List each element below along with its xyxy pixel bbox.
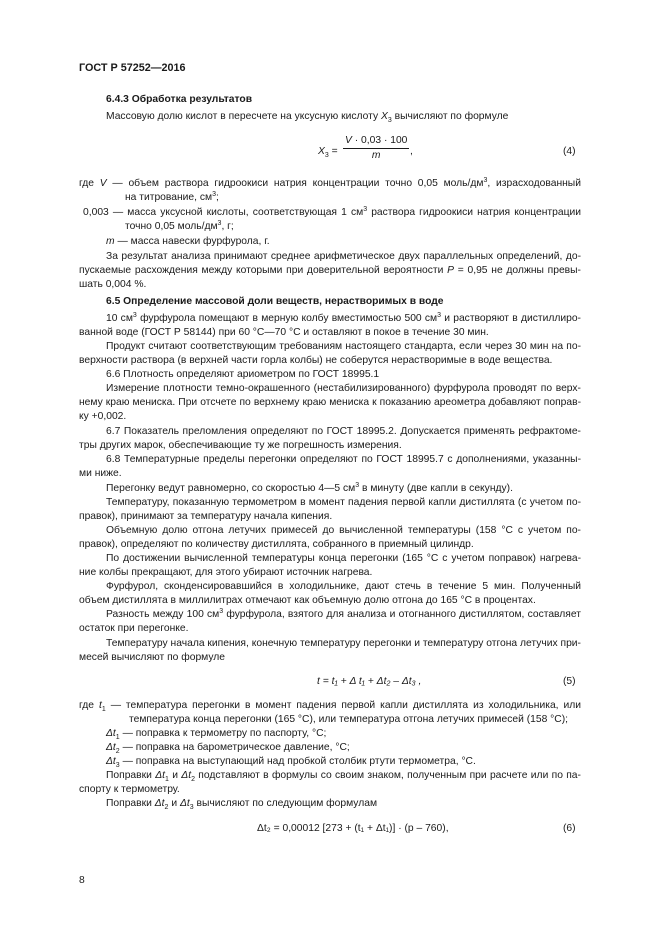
heat-stop-line1: По достижении вычисленной температуры конца перегонки (165 °С с учетом поправок) нагрева- (106, 553, 581, 564)
section-643-intro: Массовую долю кислот в пересчете на уксусную кислоту $X_3$ вычисляют по формуле (106, 111, 509, 124)
sec65-p1-line1: 10 $см^3$ фурфурола помещают в мерную колбу вместимостью 500 $см^3$ и растворяют в дистиллиро- (106, 312, 581, 324)
doc-code: ГОСТ Р 57252—2016 (79, 62, 186, 74)
temp-start-line2: правок), принимают за температуру начала кипения. (79, 511, 333, 522)
distill-speed: Перегонку ведут равномерно, со скоростью 4—5 $см^3$ в минуту (две капли в секунду). (106, 482, 513, 494)
where-003-line1: 0,003 — масса уксусной кислоты, соответствующая 1 $см^3$ раствора гидроокиси натрия концентрации (83, 206, 581, 218)
formula-5-number: (5) (563, 676, 576, 687)
heat-stop-line2: ние колбы прекращают, для этого убирают источник нагрева. (79, 567, 373, 578)
where-dt3: $\Delta t_3$ — поправка на выступающий над пробкой столбик ртути термометра, °С. (106, 756, 476, 769)
where-t1-line2: температура конца перегонки (165 °С), или температура отгона летучих примесей (158 °С); (129, 714, 569, 725)
sec65-p2-line1: Продукт считают соответствующим требованиям настоящего стандарта, если через 30 мин на по- (106, 341, 581, 352)
where-v-line2: на титрование, $см^3$; (125, 191, 219, 203)
corrections-formulas-intro: Поправки $\Delta t_2$ и $\Delta t_3$ вычисляют по следующим формулам (106, 798, 378, 811)
page-number: 8 (79, 875, 85, 886)
formula-4-tail: , (410, 146, 413, 157)
formula-4-number: (4) (563, 146, 576, 157)
formula-5: t = t₁ + Δ t₁ + Δt₂ – Δt₃ , (317, 676, 422, 687)
condensed-line1: Фурфурол, сконденсировавшийся в холодильнике, дают стечь в течение 5 мин. Полученный (106, 581, 581, 592)
formula-4-lhs: $X_3$ = (318, 146, 338, 159)
where-t1-line1: где $t_1$ — температура перегонки в момент падения первой капли дистиллята из холодильника, или (79, 700, 581, 713)
sec66-p-line3: ку +0,002. (79, 411, 127, 422)
result-line1: За результат анализа принимают среднее арифметическое двух параллельных определений, до- (106, 251, 581, 262)
where-m: m — масса навески фурфурола, г. (106, 236, 270, 247)
section-65-heading: 6.5 Определение массовой доли веществ, нерастворимых в воде (106, 296, 444, 307)
condensed-line2: объем дистиллята в миллилитрах отмечают как объемную долю отгона до 165 °С в процентах. (79, 595, 536, 606)
corrections-line2: спорту к термометру. (79, 784, 180, 795)
where-dt2: $\Delta t_2$ — поправка на барометрическое давление, °С; (106, 742, 350, 755)
section-66-line1: 6.6 Плотность определяют ариометром по ГОСТ 18995.1 (106, 369, 380, 380)
calc-intro-line1: Температуру начала кипения, конечную температуру перегонки и температуру отгона летучих при- (106, 638, 581, 649)
sec66-p-line1: Измерение плотности темно-окрашенного (нестабилизированного) фурфурола проводят по верх- (106, 383, 581, 394)
sec66-p-line2: нему краю мениска. При отсчете по верхнему краю мениска к показанию ареометра добавляют поправ- (79, 397, 581, 408)
volume-line2: правок), определяют по количеству дистиллята, собранного в приемный цилиндр. (79, 539, 474, 550)
section-67-line2: тры других марок, обеспечивающие ту же погрешность измерения. (79, 440, 402, 451)
where-dt1: $\Delta t_1$ — поправка к термометру по паспорту, °С; (106, 728, 327, 741)
calc-intro-line2: месей вычисляют по формуле (79, 652, 226, 663)
sec65-p2-line2: верхности раствора (в верхней части горла колбы) не соберутся нерастворимые в воде вещества. (79, 355, 553, 366)
where-v-line1: где V — объем раствора гидроокиси натрия концентрации точно 0,05 моль/$дм^3$, израсходованный (79, 177, 581, 189)
volume-line1: Объемную долю отгона летучих примесей до вычисленной температуры (158 °С с учетом по- (106, 525, 581, 536)
result-line2: пускаемые расхождения между которыми при доверительной вероятности P = 0,95 не должны превы- (79, 265, 581, 276)
formula-4-fraction: $\frac{V \cdot 0,03 \cdot 100}{m}$ (345, 135, 408, 161)
section-68-line2: ми ниже. (79, 468, 122, 479)
formula-6: Δt₂ = 0,00012 [273 + (t₁ + Δt₁)] · (p – 760), (257, 823, 449, 834)
formula-6-number: (6) (563, 823, 576, 834)
section-67-line1: 6.7 Показатель преломления определяют по ГОСТ 18995.2. Допускается применять рефрактоме- (106, 426, 581, 437)
residue-line1: Разность между 100 $см^3$ фурфурола, взятого для анализа и отогнанного дистиллятом, составляет (106, 608, 581, 620)
residue-line2: остаток при перегонке. (79, 623, 189, 634)
result-line3: шать 0,004 %. (79, 279, 147, 290)
section-643-heading: 6.4.3 Обработка результатов (106, 94, 253, 105)
corrections-line1: Поправки $\Delta t_1$ и $\Delta t_2$ подставляют в формулы со своим знаком, полученным при расчете или по па- (106, 770, 581, 783)
temp-start-line1: Температуру, показанную термометром в момент падения первой капли дистиллята (с учетом по- (106, 497, 581, 508)
sec65-p1-line2: ванной воде (ГОСТ Р 58144) при 60 °С—70 °С и оставляют в покое в течение 30 мин. (79, 327, 489, 338)
section-68-line1: 6.8 Температурные пределы перегонки определяют по ГОСТ 18995.7 с дополнениями, указанны- (106, 454, 581, 465)
where-003-line2: точно 0,05 моль/$дм^3$, г; (125, 220, 234, 232)
